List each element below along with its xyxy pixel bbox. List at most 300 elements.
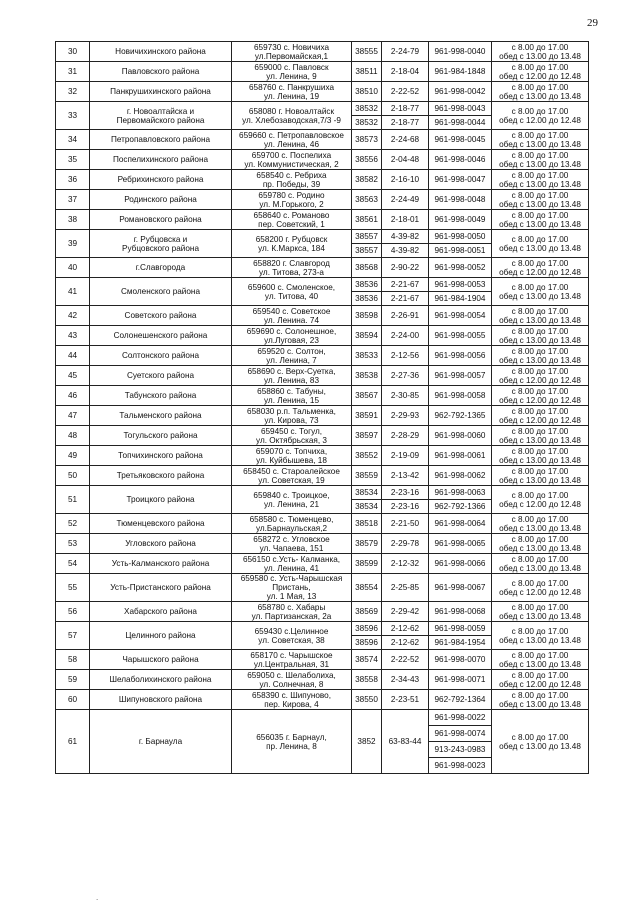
office-address-line: ул. Ленина, 19 (264, 91, 319, 101)
area-code (352, 554, 382, 574)
working-hours (492, 690, 589, 710)
mobile-phone (429, 62, 492, 82)
area-code-line: 38568 (355, 263, 378, 272)
landline-phone-line: 2-12-56 (390, 351, 420, 360)
landline-phone-line: 2-29-78 (390, 539, 420, 548)
row-number-line: 49 (67, 451, 78, 460)
area-code-line: 38567 (355, 391, 378, 400)
table-row (56, 446, 589, 466)
mobile-phone (429, 690, 492, 710)
mobile-phone-line: 961-998-0056 (434, 351, 486, 360)
office-address (232, 690, 352, 710)
working-hours (492, 514, 589, 534)
row-number (56, 426, 90, 446)
row-number-line: 33 (67, 111, 78, 120)
office-address-line: ул. Ленина, 7 (266, 355, 317, 365)
mobile-phone-line: 961-998-0071 (434, 675, 486, 684)
office-address-line: ул.Барнаульская,2 (255, 523, 328, 533)
office-address (232, 486, 352, 514)
row-number (56, 346, 90, 366)
office-name (90, 62, 232, 82)
area-code-line: 38510 (355, 87, 378, 96)
row-number-line: 41 (67, 287, 78, 296)
working-hours-line: с 8.00 до 17.00 (511, 426, 569, 436)
row-number (56, 210, 90, 230)
mobile-phone-line: 961-998-0064 (434, 519, 486, 528)
landline-phone-line: 2-24-68 (390, 135, 420, 144)
office-address-line: ул. Титова, 273-а (259, 267, 324, 277)
area-code (352, 278, 382, 292)
row-number-line: 37 (67, 195, 78, 204)
office-address (232, 326, 352, 346)
office-address-line: ул. Ленина, 9 (266, 71, 317, 81)
working-hours-line: обед с 13.00 до 13.48 (499, 219, 581, 229)
mobile-phone-line: 961-998-0074 (434, 729, 486, 738)
area-code-line: 38596 (355, 624, 378, 633)
landline-phone (382, 346, 429, 366)
office-address (232, 466, 352, 486)
mobile-phone-line: 961-998-0043 (434, 104, 486, 113)
office-name (90, 258, 232, 278)
working-hours-line: с 8.00 до 17.00 (511, 670, 569, 680)
office-address-line: 658080 г. Новоалтайск (248, 106, 335, 116)
working-hours-line: обед с 13.00 до 13.48 (499, 91, 581, 101)
working-hours-line: с 8.00 до 17.00 (511, 282, 569, 292)
mobile-phone-line: 961-998-0044 (434, 118, 486, 127)
table-row (56, 62, 589, 82)
office-address-line: 659520 с. Солтон, (257, 346, 326, 356)
office-address-line: 658390 с. Шипуново, (251, 690, 331, 700)
row-number-line: 61 (67, 737, 78, 746)
working-hours-line: с 8.00 до 17.00 (511, 602, 569, 612)
mobile-phone-line: 961-998-0048 (434, 195, 486, 204)
working-hours-line: обед с 13.00 до 13.48 (499, 51, 581, 61)
table-row (56, 366, 589, 386)
office-name-line: г. Новоалтайска и (126, 106, 195, 116)
contacts-table-body (56, 42, 589, 774)
area-code-line: 38557 (355, 232, 378, 241)
office-address (232, 82, 352, 102)
landline-phone (382, 190, 429, 210)
mobile-phone-line: 961-998-0057 (434, 371, 486, 380)
landline-phone (382, 514, 429, 534)
mobile-phone-line: 961-998-0060 (434, 431, 486, 440)
working-hours (492, 426, 589, 446)
working-hours-line: обед с 13.00 до 13.48 (499, 455, 581, 465)
working-hours-line: обед с 13.00 до 13.48 (499, 699, 581, 709)
landline-phone-line: 2-21-67 (390, 294, 420, 303)
working-hours-line: обед с 12.00 до 12.48 (499, 375, 581, 385)
office-name (90, 710, 232, 774)
working-hours-line: с 8.00 до 17.00 (511, 690, 569, 700)
office-address-line: 659660 с. Петропавловское (239, 130, 344, 140)
office-name (90, 554, 232, 574)
landline-phone (382, 446, 429, 466)
working-hours-line: обед с 12.00 до 12.48 (499, 679, 581, 689)
office-address-line: ул. Ленина, 15 (264, 395, 319, 405)
landline-phone-line: 2-21-50 (390, 519, 420, 528)
office-address-line: пер. Советский, 1 (258, 219, 325, 229)
working-hours-line: с 8.00 до 17.00 (511, 554, 569, 564)
landline-phone-line: 2-22-52 (390, 655, 420, 664)
office-address (232, 554, 352, 574)
row-number-line: 31 (67, 67, 78, 76)
office-name-line: Усть-Калманского района (111, 559, 210, 568)
mobile-phone (429, 602, 492, 622)
area-code (352, 514, 382, 534)
office-address (232, 622, 352, 650)
office-address-line: ул. Чапаева, 151 (259, 543, 324, 553)
area-code-line: 38536 (355, 294, 378, 303)
area-code-line: 38557 (355, 246, 378, 255)
mobile-phone-line: 961-998-0045 (434, 135, 486, 144)
area-code-line: 38511 (355, 67, 378, 76)
area-code-line: 38561 (355, 215, 378, 224)
office-name (90, 446, 232, 466)
landline-phone-line: 63-83-44 (388, 737, 422, 746)
landline-phone-line: 2-29-42 (390, 607, 420, 616)
table-row (56, 130, 589, 150)
area-code (352, 650, 382, 670)
mobile-phone-line: 961-998-0047 (434, 175, 486, 184)
office-name-line: Советского района (124, 311, 197, 320)
row-number (56, 446, 90, 466)
working-hours-line: обед с 12.00 до 12.48 (499, 499, 581, 509)
mobile-phone-line: 962-792-1366 (434, 502, 486, 511)
office-address-line: ул. Октябрьская, 3 (256, 435, 327, 445)
row-number-line: 45 (67, 371, 78, 380)
area-code (352, 326, 382, 346)
office-address (232, 258, 352, 278)
row-number (56, 278, 90, 306)
office-address-line: 659690 с. Солонешное, (246, 326, 337, 336)
working-hours (492, 446, 589, 466)
row-number-line: 42 (67, 311, 78, 320)
working-hours-line: с 8.00 до 17.00 (511, 42, 569, 52)
office-name (90, 278, 232, 306)
table-row (56, 278, 589, 292)
office-name (90, 514, 232, 534)
table-row (56, 326, 589, 346)
working-hours (492, 82, 589, 102)
landline-phone-line: 2-23-51 (390, 695, 420, 704)
office-name-line: Панкрушихинского района (110, 87, 211, 96)
area-code (352, 116, 382, 130)
landline-phone-line: 2-18-04 (390, 67, 420, 76)
row-number-line: 56 (67, 607, 78, 616)
office-address-line: 659000 с. Павловск (254, 62, 329, 72)
working-hours-line: с 8.00 до 17.00 (511, 106, 569, 116)
working-hours (492, 278, 589, 306)
working-hours-line: обед с 13.00 до 13.48 (499, 659, 581, 669)
working-hours-line: с 8.00 до 17.00 (511, 150, 569, 160)
area-code-line: 38538 (355, 371, 378, 380)
mobile-phone (429, 758, 492, 774)
landline-phone (382, 130, 429, 150)
table-row (56, 690, 589, 710)
mobile-phone-line: 962-792-1365 (434, 411, 486, 420)
mobile-phone-line: 961-998-0058 (434, 391, 486, 400)
office-address-line: 658820 г. Славгород (253, 258, 330, 268)
area-code-line: 38554 (355, 583, 378, 592)
mobile-phone-line: 961-998-0023 (434, 761, 486, 770)
working-hours (492, 130, 589, 150)
office-address-line: 658200 г. Рубцовск (255, 234, 328, 244)
mobile-phone (429, 292, 492, 306)
mobile-phone (429, 670, 492, 690)
office-address-line: 656035 г. Барнаул, (256, 732, 327, 742)
table-row (56, 710, 589, 726)
working-hours-line: обед с 13.00 до 13.48 (499, 243, 581, 253)
office-address (232, 710, 352, 774)
mobile-phone (429, 278, 492, 292)
working-hours-line: с 8.00 до 17.00 (511, 306, 569, 316)
office-name-line: Чарышского района (122, 655, 199, 664)
working-hours-line: с 8.00 до 17.00 (511, 578, 569, 588)
row-number (56, 366, 90, 386)
office-name-line: Целинного района (125, 631, 196, 640)
office-name (90, 366, 232, 386)
row-number-line: 44 (67, 351, 78, 360)
area-code (352, 190, 382, 210)
mobile-phone (429, 500, 492, 514)
landline-phone (382, 306, 429, 326)
landline-phone-line: 2-12-32 (390, 559, 420, 568)
area-code (352, 230, 382, 244)
landline-phone-line: 2-90-22 (390, 263, 420, 272)
table-row (56, 602, 589, 622)
area-code-line: 38596 (355, 638, 378, 647)
working-hours-line: с 8.00 до 17.00 (511, 326, 569, 336)
office-address-line: ул. Коммунистическая, 2 (244, 159, 339, 169)
office-address (232, 386, 352, 406)
office-name-line: Новичихинского района (115, 47, 206, 56)
working-hours (492, 554, 589, 574)
landline-phone-line: 2-16-10 (390, 175, 420, 184)
row-number (56, 386, 90, 406)
landline-phone-line: 2-26-91 (390, 311, 420, 320)
area-code-line: 3852 (357, 737, 376, 746)
office-address-line: 658860 с. Табуны, (257, 386, 326, 396)
working-hours-line: с 8.00 до 17.00 (511, 190, 569, 200)
landline-phone (382, 258, 429, 278)
office-address (232, 534, 352, 554)
working-hours (492, 602, 589, 622)
row-number-line: 54 (67, 559, 78, 568)
office-address-line: ул. Советская, 38 (258, 635, 325, 645)
office-name (90, 170, 232, 190)
mobile-phone (429, 406, 492, 426)
office-address-line: 658450 с. Староалейское (243, 466, 340, 476)
row-number (56, 150, 90, 170)
office-address-line: 658640 с. Романово (253, 210, 330, 220)
working-hours (492, 670, 589, 690)
mobile-phone (429, 514, 492, 534)
landline-phone (382, 82, 429, 102)
office-address-line: ул. К.Маркса, 184 (258, 243, 325, 253)
area-code-line: 38597 (355, 431, 378, 440)
row-number (56, 230, 90, 258)
office-address (232, 42, 352, 62)
working-hours-line: с 8.00 до 17.00 (511, 170, 569, 180)
landline-phone (382, 710, 429, 774)
office-name-line: Романовского района (119, 215, 202, 224)
working-hours-line: с 8.00 до 17.00 (511, 406, 569, 416)
row-number (56, 82, 90, 102)
table-row (56, 534, 589, 554)
mobile-phone-line: 961-998-0068 (434, 607, 486, 616)
table-row (56, 42, 589, 62)
office-name (90, 130, 232, 150)
working-hours-line: с 8.00 до 17.00 (511, 62, 569, 72)
office-name (90, 326, 232, 346)
working-hours (492, 574, 589, 602)
working-hours-line: с 8.00 до 17.00 (511, 366, 569, 376)
office-address (232, 278, 352, 306)
table-row (56, 346, 589, 366)
row-number (56, 690, 90, 710)
working-hours-line: обед с 13.00 до 13.48 (499, 199, 581, 209)
working-hours (492, 466, 589, 486)
office-name-line: Тальменского района (119, 411, 202, 420)
row-number (56, 650, 90, 670)
landline-phone-line: 2-18-01 (390, 215, 420, 224)
area-code (352, 636, 382, 650)
mobile-phone (429, 726, 492, 742)
landline-phone-line: 2-24-49 (390, 195, 420, 204)
row-number (56, 554, 90, 574)
area-code (352, 170, 382, 190)
landline-phone (382, 292, 429, 306)
working-hours-line: обед с 12.00 до 12.48 (499, 395, 581, 405)
working-hours-line: с 8.00 до 17.00 (511, 346, 569, 356)
landline-phone (382, 602, 429, 622)
area-code-line: 38534 (355, 488, 378, 497)
office-address-line: 659050 с. Шелаболиха, (247, 670, 336, 680)
office-address-line: ул. Партизанская, 2а (251, 611, 332, 621)
working-hours-line: обед с 13.00 до 13.48 (499, 435, 581, 445)
office-name (90, 150, 232, 170)
working-hours-line: обед с 12.00 до 12.48 (499, 267, 581, 277)
office-name-line: Поспелихинского района (112, 155, 209, 164)
contacts-table (55, 41, 589, 774)
office-name (90, 426, 232, 446)
row-number (56, 102, 90, 130)
office-address (232, 446, 352, 466)
office-name-line: Тогульского района (123, 431, 198, 440)
landline-phone (382, 500, 429, 514)
row-number (56, 602, 90, 622)
working-hours-line: с 8.00 до 17.00 (511, 650, 569, 660)
working-hours (492, 406, 589, 426)
row-number (56, 258, 90, 278)
office-name-line: Топчихинского района (118, 451, 203, 460)
landline-phone-line: 2-18-77 (390, 118, 420, 127)
office-address-line: ул. Хлебозаводская,7/3 -9 (242, 115, 341, 125)
landline-phone-line: 4-39-82 (390, 246, 420, 255)
office-name (90, 386, 232, 406)
office-name-line: Третьяковского района (116, 471, 205, 480)
landline-phone (382, 426, 429, 446)
table-row (56, 426, 589, 446)
office-address-line: пр. Ленина, 8 (266, 741, 317, 751)
working-hours-line: обед с 12.00 до 12.48 (499, 71, 581, 81)
area-code-line: 38598 (355, 311, 378, 320)
row-number (56, 574, 90, 602)
mobile-phone-line: 961-998-0063 (434, 488, 486, 497)
mobile-phone-line: 961-998-0052 (434, 263, 486, 272)
landline-phone-line: 2-23-16 (390, 488, 420, 497)
landline-phone-line: 4-39-82 (390, 232, 420, 241)
area-code-line: 38536 (355, 280, 378, 289)
working-hours-line: обед с 13.00 до 13.48 (499, 179, 581, 189)
working-hours (492, 62, 589, 82)
area-code (352, 446, 382, 466)
mobile-phone-line: 961-998-0054 (434, 311, 486, 320)
row-number-line: 43 (67, 331, 78, 340)
mobile-phone (429, 326, 492, 346)
mobile-phone-line: 961-998-0059 (434, 624, 486, 633)
table-row (56, 574, 589, 602)
mobile-phone-line: 961-998-0061 (434, 451, 486, 460)
landline-phone (382, 150, 429, 170)
office-address (232, 650, 352, 670)
row-number-line: 36 (67, 175, 78, 184)
office-name-line: Троицкого района (126, 495, 195, 504)
office-address-line: ул.Центральная, 31 (253, 659, 330, 669)
mobile-phone (429, 366, 492, 386)
table-row (56, 210, 589, 230)
area-code (352, 82, 382, 102)
office-address-line: пер. Кирова, 4 (264, 699, 319, 709)
office-address-line: 659600 с. Смоленское, (247, 282, 336, 292)
area-code (352, 386, 382, 406)
office-name-line: Шелаболихинского района (109, 675, 212, 684)
landline-phone-line: 2-22-52 (390, 87, 420, 96)
mobile-phone (429, 190, 492, 210)
mobile-phone (429, 244, 492, 258)
table-row (56, 258, 589, 278)
table-row (56, 622, 589, 636)
mobile-phone-line: 961-998-0067 (434, 583, 486, 592)
area-code (352, 406, 382, 426)
area-code-line: 38563 (355, 195, 378, 204)
area-code (352, 130, 382, 150)
office-address-line: 659430 с.Целинное (254, 626, 329, 636)
row-number-line: 32 (67, 87, 78, 96)
office-address-line: 659070 с. Топчиха, (255, 446, 328, 456)
landline-phone-line: 2-23-16 (390, 502, 420, 511)
row-number (56, 42, 90, 62)
mobile-phone (429, 636, 492, 650)
working-hours-line: обед с 13.00 до 13.48 (499, 315, 581, 325)
office-name (90, 210, 232, 230)
landline-phone (382, 554, 429, 574)
area-code (352, 210, 382, 230)
office-address-line: ул. Солнечная, 8 (259, 679, 324, 689)
office-name (90, 466, 232, 486)
area-code (352, 244, 382, 258)
mobile-phone (429, 466, 492, 486)
office-name (90, 650, 232, 670)
landline-phone (382, 690, 429, 710)
mobile-phone-line: 961-998-0046 (434, 155, 486, 164)
landline-phone (382, 102, 429, 116)
office-address-line: Пристань, (272, 583, 311, 592)
mobile-phone-line: 961-984-1954 (434, 638, 486, 647)
mobile-phone (429, 170, 492, 190)
office-address-line: 656150 с.Усть- Калманка, (242, 554, 341, 564)
